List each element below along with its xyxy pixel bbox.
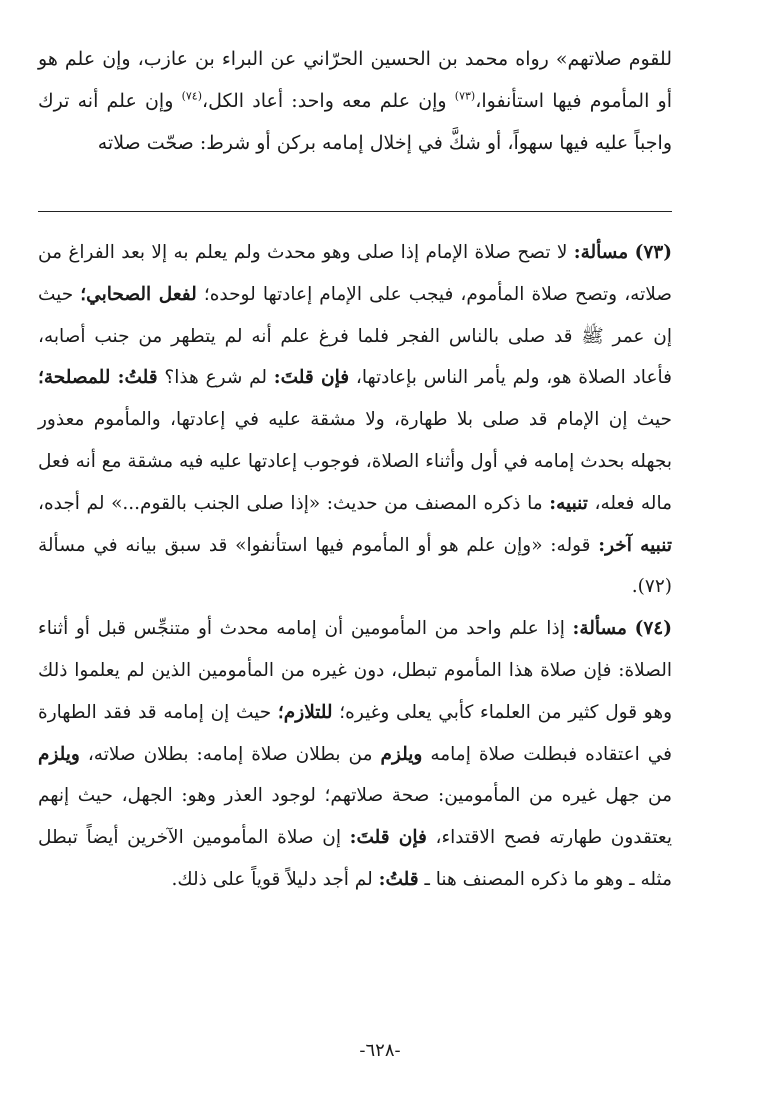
footnote-text: حيث إن عمر ﷺ قد صلى بالناس الفجر فلما فرغ علم أنه لم يتطهر من جنب أصابه، فأعاد الصلاة هو، ولم يأمر الناس بإعادتها، <box>38 283 672 389</box>
footnote-separator <box>38 211 672 212</box>
footnote-text: إذا علم واحد من المأمومين أن إمامه محدث أو متنجِّس قبل أو أثناء الصلاة: فإن صلاة هذا المأموم تبطل، دون غيره من المأمومين الذين لم يعلموا ذلك وهو قول كثير من العلماء كأبي يعلى وغيره؛ <box>38 618 673 723</box>
keyword: مسألة: <box>573 242 629 263</box>
footnotes <box>38 232 672 901</box>
footnote-text: حيث إن الإمام قد صلى بلا طهارة، ولا مشقة عليه في إعادتها، والمأموم معذور بجهله بحدث إمامه في أول وأثناء الصلاة، فوجوب إعادتها عليه فيه مشقة مع أنه فعل ماله فعله، <box>38 409 672 514</box>
keyword: تنبيه آخر: <box>598 534 672 556</box>
footnote-ref-74[interactable]: (٧٤) <box>181 89 202 103</box>
main-text-part3: وإن علم أنه ترك واجباً عليه فيها سهواً، أو شكَّ في إخلال إمامه بركن أو شرط: صحّت صلاته <box>38 90 672 154</box>
keyword: ويلزم <box>38 743 80 765</box>
footnote-74 <box>38 608 672 901</box>
main-text-part2: وإن علم معه واحد: أعاد الكل، <box>202 90 455 112</box>
keyword: قلتُ: للمصلحة؛ <box>38 367 158 389</box>
keyword: مسألة: <box>572 618 627 640</box>
keyword: فإن قلتَ: <box>273 367 350 389</box>
footnote-number: (٧٤) <box>634 618 672 640</box>
keyword: للتلازم؛ <box>277 701 333 723</box>
keyword: لفعل الصحابي؛ <box>80 283 197 305</box>
footnote-number: (٧٣) <box>634 242 672 263</box>
footnote-text: لم شرع هذا؟ <box>157 367 274 389</box>
footnote-text: ما ذكره المصنف من حديث: «إذا صلى الجنب بالقوم...» لم أجده، <box>38 492 550 514</box>
footnote-ref-73[interactable]: (٧٣) <box>454 89 476 103</box>
footnote-text: لا تصح صلاة الإمام إذا صلى وهو محدث ولم يعلم به إلا بعد الفراغ من صلاته، وتصح صلاة المأموم، فيجب على الإمام إعادتها لوحده؛ <box>38 242 672 305</box>
keyword: قلتُ: <box>378 868 419 890</box>
main-text <box>38 38 672 164</box>
keyword: فإن قلتَ: <box>349 827 427 849</box>
footnote-text: من بطلان صلاة إمامه: بطلان صلاته، <box>79 743 381 765</box>
footnote-text: إن صلاة المأمومين الآخرين أيضاً تبطل مثله ـ وهو ما ذكره المصنف هنا ـ <box>38 827 672 890</box>
footnote-text: حيث إن إمامه قد فقد الطهارة في اعتقاده فبطلت صلاة إمامه <box>38 701 672 765</box>
main-text-part1: للقوم صلاتهم» رواه محمد بن الحسين الحرّاني عن البراء بن عازب، وإن علم هو أو المأموم فيها استأنفوا، <box>38 48 673 112</box>
keyword: تنبيه: <box>549 492 588 514</box>
footnote-73 <box>38 232 672 608</box>
footnote-text: قوله: «وإن علم هو أو المأموم فيها استأنفوا» قد سبق بيانه في مسألة (٧٢). <box>38 534 672 598</box>
page-number: -٦٢٨- <box>359 1040 401 1061</box>
footnote-text: من جهل غيره من المأمومين: صحة صلاتهم؛ لوجود العذر وهو: الجهل، حيث إنهم يعتقدون طهارته فصح الاقتداء، <box>38 785 672 849</box>
footnote-text: لم أجد دليلاً قوياً على ذلك. <box>171 868 379 890</box>
keyword: ويلزم <box>380 743 423 765</box>
